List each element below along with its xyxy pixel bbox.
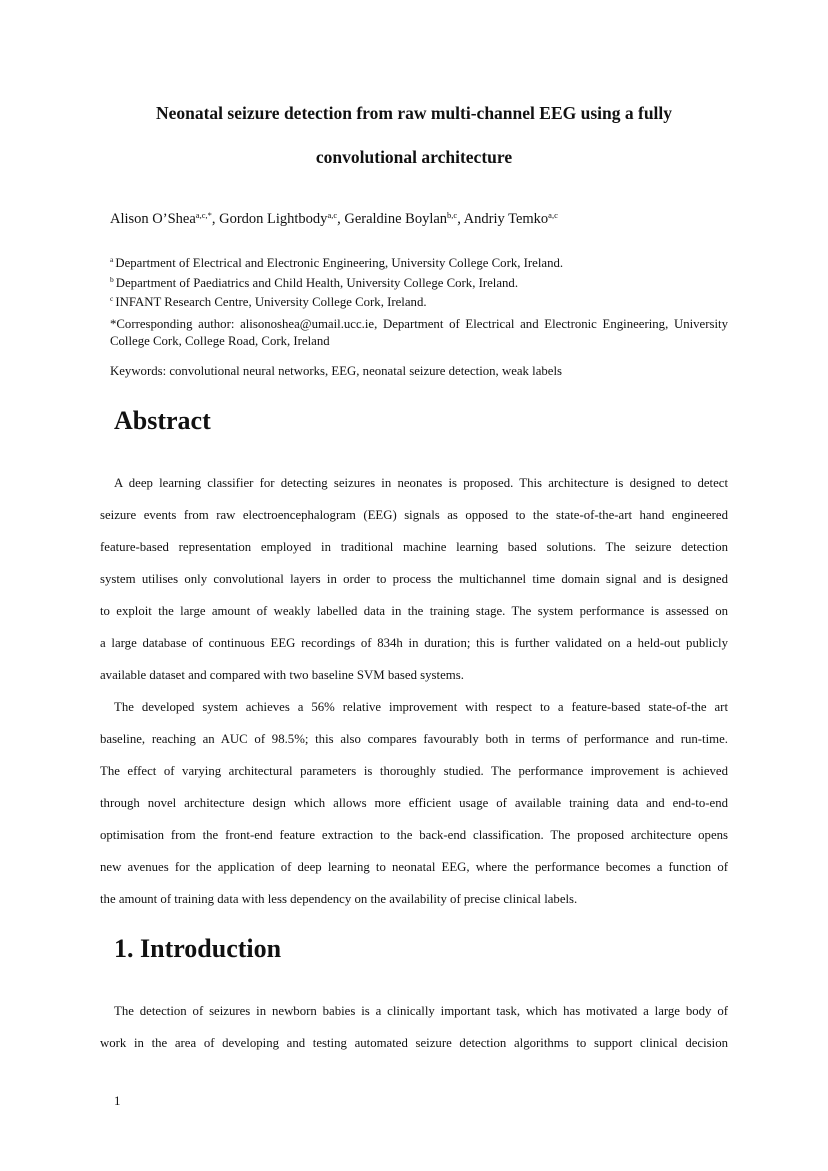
abstract-line: available dataset and compared with two baseline SVM based systems. [100,668,464,682]
author-affiliation-mark: a,c [548,210,558,220]
abstract-line: optimisation from the front-end feature extraction to the back-end classification. The proposed architecture opens [100,828,728,842]
affiliation-list [110,252,563,311]
corresponding-author: *Corresponding author: alisonoshea@umail.ucc.ie, Department of Electrical and Electronic Engineering, University College Cork, College Road, Cork, Ireland [110,317,728,348]
keywords: Keywords: convolutional neural networks, EEG, neonatal seizure detection, weak labels [110,364,563,378]
author-name: Gordon Lightbody [219,211,328,227]
author-affiliation-mark: a,c [327,210,338,220]
affiliation-item [110,291,563,311]
affiliation-item [110,272,563,292]
author-name: Alison O’Shea [110,211,196,227]
abstract-line: feature-based representation employed in traditional machine learning based solutions. The seizure detection [100,540,728,554]
author-list: Alison O’Shea$^{a,c,*}$, Gordon Lightbody$^{a,c}$, Geraldine Boylan$^{b,c}$, Andriy Temko$^{a,c}$ [110,210,558,227]
introduction-line: work in the area of developing and testing automated seizure detection algorithms to support clinical decision [100,1036,728,1050]
abstract-line: a large database of continuous EEG recordings of 834h in duration; this is further validated on a held-out publicly [100,636,728,650]
abstract-line: A deep learning classifier for detecting seizures in neonates is proposed. This architecture is designed to detect [114,476,728,490]
affiliation-text: Department of Paediatrics and Child Health, University College Cork, Ireland. [115,275,519,290]
abstract-heading: Abstract [114,406,211,435]
affiliation-item [110,252,563,272]
affiliation-mark: a [110,255,114,264]
paper-title-line-1: Neonatal seizure detection from raw multi-channel EEG using a fully [155,103,673,123]
page-number: 1 [114,1093,121,1108]
author-name: Andriy Temko [463,211,549,227]
affiliation-mark: c [110,294,114,303]
introduction-line: The detection of seizures in newborn babies is a clinically important task, which has motivated a large body of [114,1004,728,1018]
abstract-line: baseline, reaching an AUC of 98.5%; this also compares favourably both in terms of performance and run-time. [100,732,728,746]
abstract-line: through novel architecture design which allows more efficient usage of available training data and end-to-end [100,796,728,810]
paper-title-line-2: convolutional architecture [315,147,513,167]
abstract-line: The effect of varying architectural parameters is thoroughly studied. The performance improvement is achieved [100,764,728,778]
introduction-heading: 1. Introduction [114,934,282,963]
abstract-line: to exploit the large amount of weakly labelled data in the training stage. The system performance is assessed on [100,604,728,618]
affiliation-text: Department of Electrical and Electronic Engineering, University College Cork, Ireland. [115,256,564,270]
author-affiliation-mark: b,c [447,210,458,220]
author-name: Geraldine Boylan [344,211,448,227]
author-affiliation-mark: a,c,* [195,210,212,220]
abstract-line: the amount of training data with less dependency on the availability of precise clinical labels. [100,892,578,906]
abstract-line: seizure events from raw electroencephalogram (EEG) signals as opposed to the state-of-the-art hand engineered [100,508,728,522]
abstract-line: The developed system achieves a 56% relative improvement with respect to a feature-based state-of-the art [114,700,728,714]
affiliation-text: INFANT Research Centre, University College Cork, Ireland. [115,295,427,309]
abstract-line: system utilises only convolutional layers in order to process the multichannel time domain signal and is designed [100,572,728,586]
abstract-line: new avenues for the application of deep learning to neonatal EEG, where the performance becomes a function of [100,860,728,874]
affiliation-mark: b [110,274,114,284]
